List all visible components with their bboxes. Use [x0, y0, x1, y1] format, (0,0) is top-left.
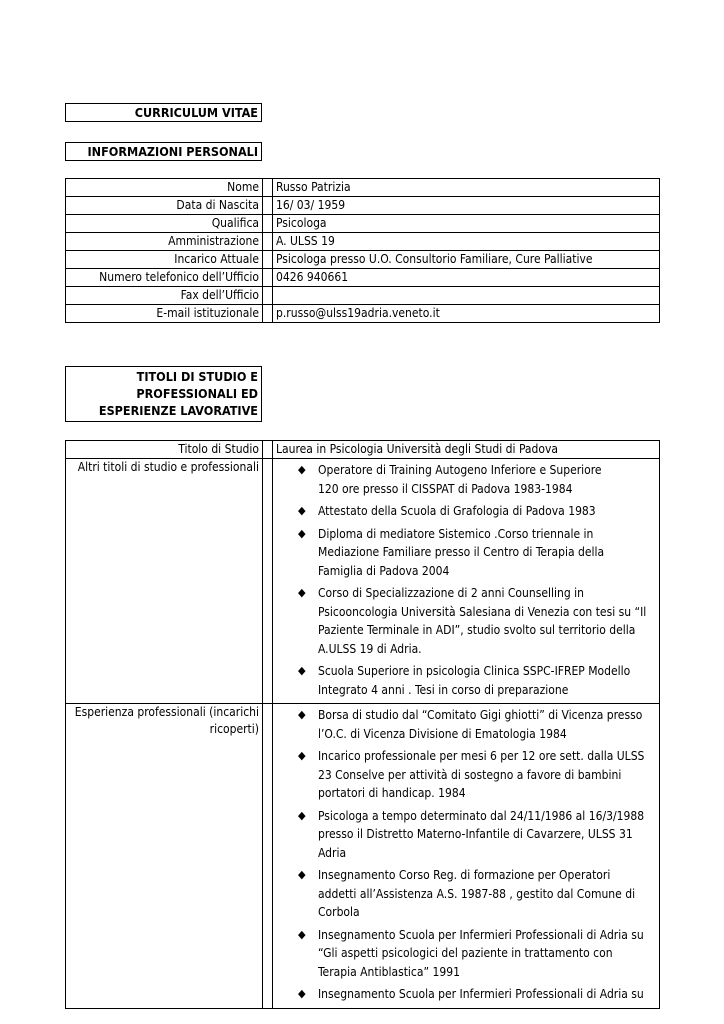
list-item-text: Insegnamento Scuola per Infermieri Professionali di Adria su “Gli aspetti psicologici del paziente in trattamento con Terapia Antiblastica” 1991: [318, 927, 644, 979]
info-value: [273, 287, 660, 305]
list-item-text: Attestato della Scuola di Grafologia di Padova 1983: [318, 504, 596, 518]
table-row: [66, 269, 660, 287]
info-label: Incarico Attuale: [66, 251, 263, 269]
diamond-bullet-icon: ◆: [298, 526, 306, 540]
table-row: [66, 197, 660, 215]
altri-titoli-label: Altri titoli di studio e professionali: [66, 459, 263, 704]
diamond-bullet-icon: ◆: [298, 987, 306, 1000]
list-item-text: Incarico professionale per mesi 6 per 12 ore sett. dalla ULSS 23 Conselve per attività di sostegno a favore di bambini portatori di handicap. 1984: [318, 749, 645, 800]
list-item: [298, 584, 652, 658]
list-item-text: Psicologa a tempo determinato dal 24/11/1986 al 16/3/1988 presso il Distretto Materno-Infantile di Cavarzere, ULSS 31 Adria: [318, 808, 645, 860]
titles-heading-box: [65, 366, 262, 422]
personal-info-heading-box: [65, 142, 262, 161]
table-row: [66, 179, 660, 197]
info-value: p.russo@ulss19adria.veneto.it: [273, 305, 660, 323]
list-item-text: Operatore di Training Autogeno Inferiore e Superiore 120 ore presso il CISSPAT di Padova 1983-1984: [318, 463, 602, 496]
diamond-bullet-icon: ◆: [298, 927, 306, 941]
table-row: [66, 704, 660, 1009]
info-value: Russo Patrizia: [273, 179, 660, 197]
info-value: 16/ 03/ 1959: [273, 197, 660, 215]
table-row: [66, 305, 660, 323]
titles-heading: TITOLI DI STUDIO E PROFESSIONALI ED ESPERIENZE LAVORATIVE: [98, 369, 258, 418]
titolo-label: Titolo di Studio: [66, 441, 263, 459]
list-item: [298, 706, 652, 743]
info-label: Numero telefonico dell’Ufficio: [66, 269, 263, 287]
list-item: [298, 985, 652, 1004]
education-table: [65, 440, 660, 1009]
info-value: Psicologa: [273, 215, 660, 233]
esperienze-label: Esperienza professionali (incarichi ricoperti): [66, 704, 263, 1009]
table-row: [66, 215, 660, 233]
info-label: E-mail istituzionale: [66, 305, 263, 323]
esperienze-list: [276, 704, 656, 1004]
info-label: Qualifica: [66, 215, 263, 233]
info-label: Amministrazione: [66, 233, 263, 251]
list-item-text: Diploma di mediatore Sistemico .Corso triennale in Mediazione Familiare presso il Centro di Terapia della Famiglia di Padova 2004: [318, 526, 605, 578]
altri-titoli-list: [276, 459, 656, 699]
table-row: [66, 441, 660, 459]
info-label: Nome: [66, 179, 263, 197]
list-item: [298, 866, 652, 922]
info-value: 0426 940661: [273, 269, 660, 287]
table-row: [66, 287, 660, 305]
personal-info-heading: INFORMAZIONI PERSONALI: [87, 144, 258, 159]
list-item-text: Corso di Specializzazione di 2 anni Counselling in Psicooncologia Università Salesiana di Venezia con tesi su “Il Paziente Terminale in ADI”, studio svolto sul territorio della A.ULSS 19 di Adria.: [318, 586, 647, 656]
list-item: [298, 747, 652, 803]
diamond-bullet-icon: ◆: [298, 463, 306, 476]
list-item: [298, 461, 652, 498]
info-label: Fax dell’Ufficio: [66, 287, 263, 305]
list-item-text: Scuola Superiore in psicologia Clinica SSPC-IFREP Modello Integrato 4 anni . Tesi in corso di preparazione: [318, 664, 631, 697]
list-item-text: Insegnamento Scuola per Infermieri Professionali di Adria su: [318, 987, 644, 1001]
diamond-bullet-icon: ◆: [298, 664, 306, 677]
list-item: [298, 502, 652, 521]
diamond-bullet-icon: ◆: [298, 808, 306, 822]
info-label: Data di Nascita: [66, 197, 263, 215]
personal-info-table: [65, 178, 660, 323]
diamond-bullet-icon: ◆: [298, 586, 306, 599]
diamond-bullet-icon: ◆: [298, 504, 306, 517]
list-item: [298, 525, 652, 581]
list-item-text: Insegnamento Corso Reg. di formazione per Operatori addetti all’Assistenza A.S. 1987-88 , gestito dal Comune di Corbola: [318, 868, 636, 919]
table-row: [66, 459, 660, 704]
cv-title-box: [65, 103, 262, 122]
table-row: [66, 251, 660, 269]
list-item: [298, 926, 652, 982]
info-value: Psicologa presso U.O. Consultorio Familiare, Cure Palliative: [273, 251, 660, 269]
table-row: [66, 233, 660, 251]
info-value: A. ULSS 19: [273, 233, 660, 251]
diamond-bullet-icon: ◆: [298, 708, 306, 721]
list-item-text: Borsa di studio dal “Comitato Gigi ghiotti” di Vicenza presso l’O.C. di Vicenza Divisione di Ematologia 1984: [318, 708, 643, 741]
cv-title: CURRICULUM VITAE: [134, 105, 258, 120]
diamond-bullet-icon: ◆: [298, 749, 306, 762]
diamond-bullet-icon: ◆: [298, 868, 306, 881]
titolo-value: Laurea in Psicologia Università degli Studi di Padova: [273, 441, 660, 459]
list-item: [298, 807, 652, 863]
list-item: [298, 662, 652, 699]
